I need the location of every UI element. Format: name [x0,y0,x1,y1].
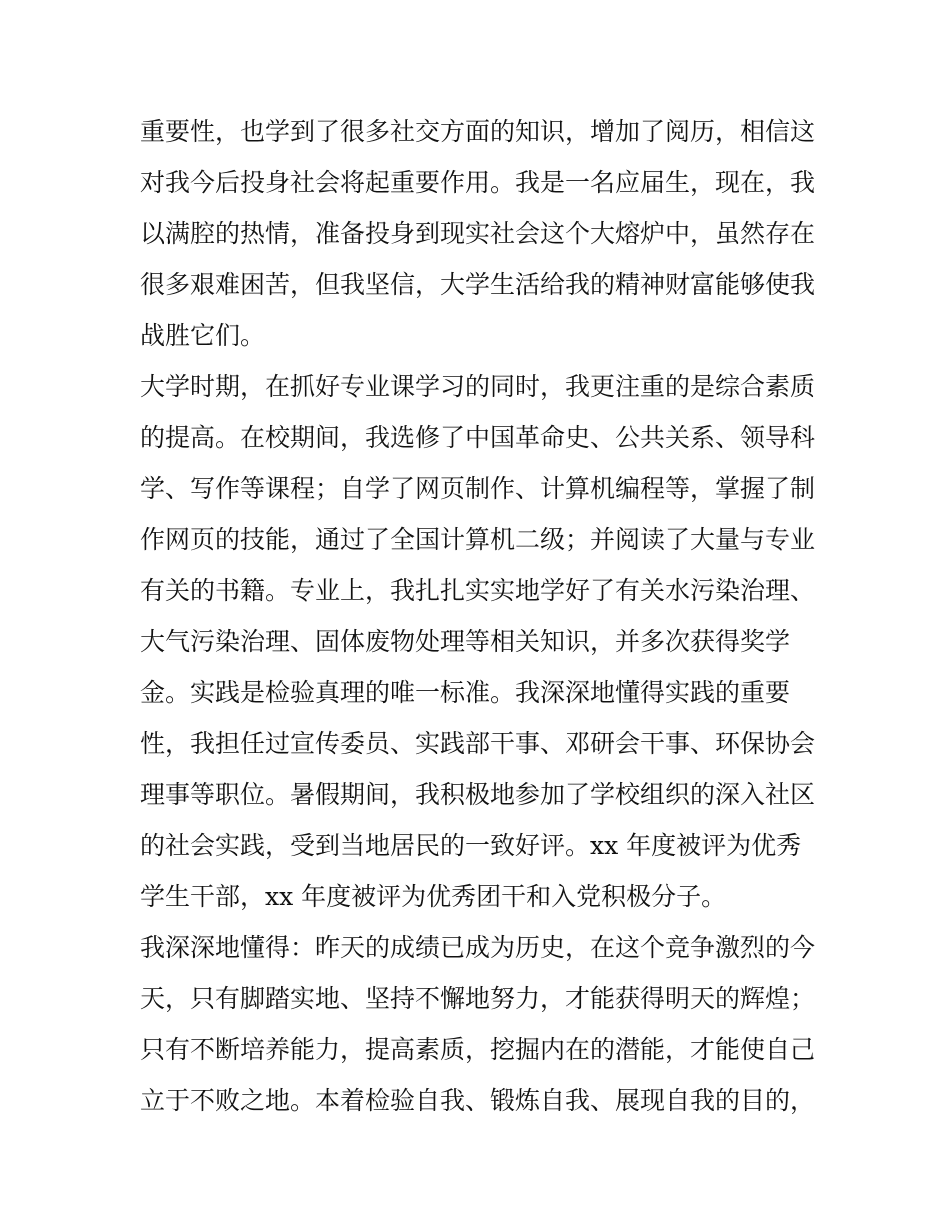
paragraph-2-line-6: 大气污染治理、固体废物处理等相关知识，并多次获得奖学 [140,627,791,656]
paragraph-2-line-8: 性，我担任过宣传委员、实践部干事、邓研会干事、环保协会 [140,729,816,758]
document-body [140,106,820,1126]
paragraph-2-line-9: 理事等职位。暑假期间，我积极地参加了学校组织的深入社区 [140,780,816,809]
paragraph-2-line-2: 的提高。在校期间，我选修了中国革命史、公共关系、领导科 [140,423,816,452]
paragraph-1-line-3: 以满腔的热情，准备投身到现实社会这个大熔炉中，虽然存在 [140,219,816,248]
paragraph-1-line-1: 重要性，也学到了很多社交方面的知识，增加了阅历，相信这 [140,117,816,146]
paragraph-1-line-5: 战胜它们。 [140,321,266,350]
paragraph-3-line-1: 我深深地懂得：昨天的成绩已成为历史，在这个竞争激烈的今 [140,933,816,962]
paragraph-1-line-4: 很多艰难困苦，但我坚信，大学生活给我的精神财富能够使我 [140,270,816,299]
paragraph-3-line-2: 天，只有脚踏实地、坚持不懈地努力，才能获得明天的辉煌； [140,984,816,1013]
paragraph-3-line-4: 立于不败之地。本着检验自我、锻炼自我、展现自我的目的， [140,1086,816,1115]
paragraph-2-line-5: 有关的书籍。专业上，我扎扎实实地学好了有关水污染治理、 [140,576,816,605]
paragraph-3-line-3: 只有不断培养能力，提高素质，挖掘内在的潜能，才能使自己 [140,1035,816,1064]
paragraph-2-line-3: 学、写作等课程；自学了网页制作、计算机编程等，掌握了制 [140,474,816,503]
paragraph-2-line-4: 作网页的技能，通过了全国计算机二级；并阅读了大量与专业 [140,525,816,554]
paragraph-2-line-1: 大学时期，在抓好专业课学习的同时，我更注重的是综合素质 [140,372,816,401]
paragraph-1-line-2: 对我今后投身社会将起重要作用。我是一名应届生，现在，我 [140,168,816,197]
paragraph-2-line-7: 金。实践是检验真理的唯一标准。我深深地懂得实践的重要 [140,678,791,707]
paragraph-2-line-10: 的社会实践，受到当地居民的一致好评。xx 年度被评为优秀 [140,831,802,860]
paragraph-2-line-11: 学生干部，xx 年度被评为优秀团干和入党积极分子。 [140,882,727,911]
